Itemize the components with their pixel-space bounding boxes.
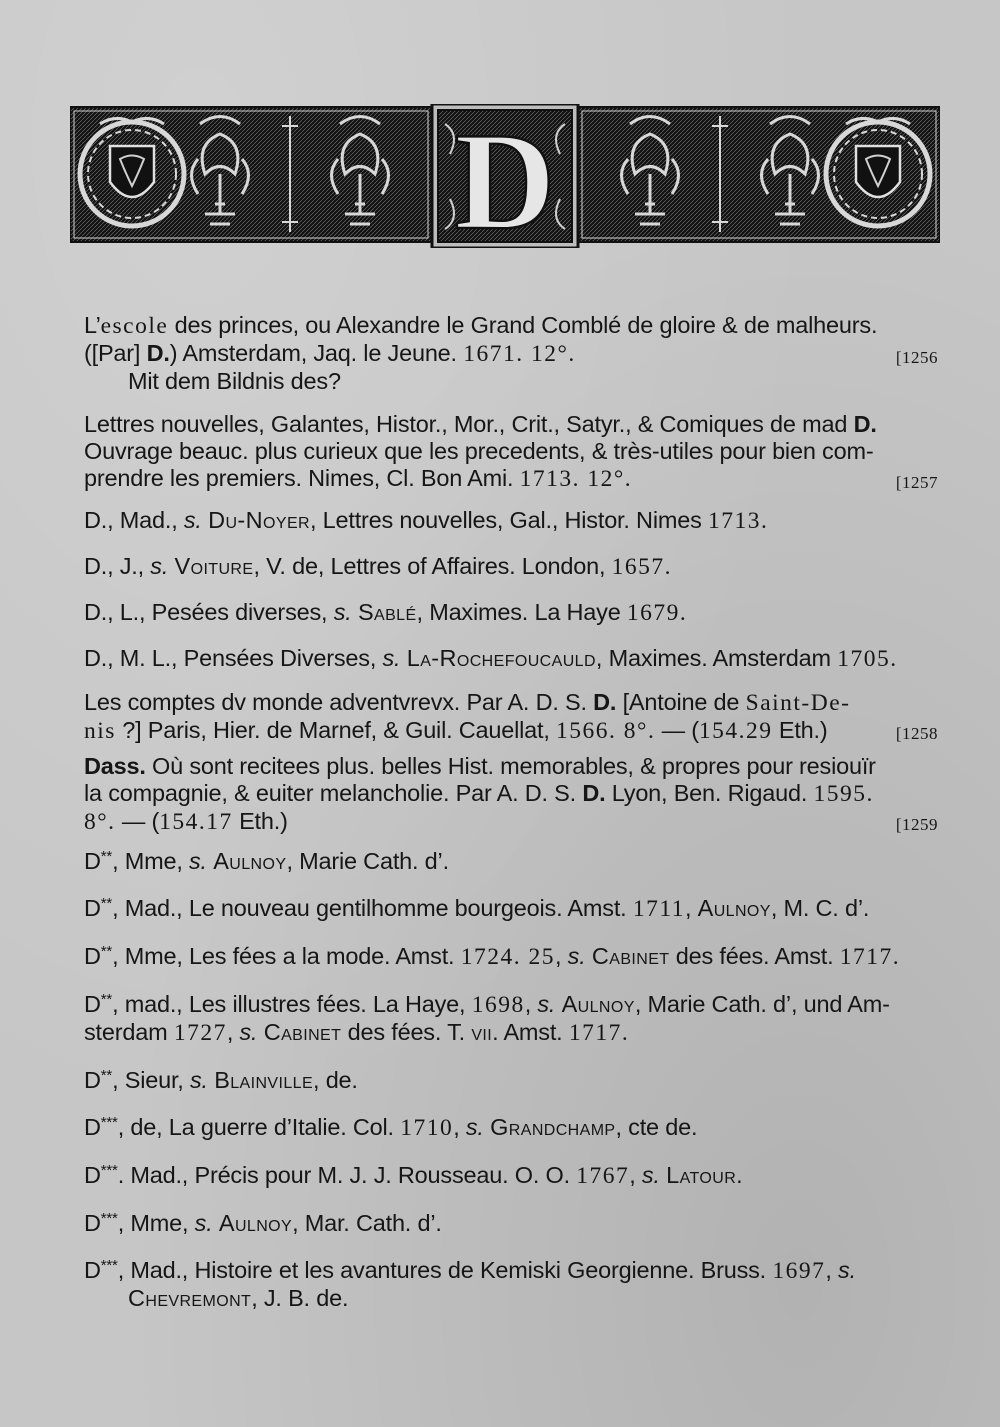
entry-line: Lettres nouvelles, Galantes, Histor., Mor., Crit., Satyr., & Comiques de mad D. <box>84 411 877 437</box>
bibliography-entry <box>84 848 946 875</box>
ornamental-header-band <box>70 104 940 248</box>
entry-number: [1256 <box>895 348 938 367</box>
entry-line: D., L., Pesées diverses, s. Sablé, Maximes. La Haye 1679. <box>84 599 688 626</box>
bibliography-entry-1259 <box>84 753 946 836</box>
entry-line: D., M. L., Pensées Diverses, s. La-Rochefoucauld, Maximes. Amsterdam 1705. <box>84 645 898 672</box>
bibliography-entry <box>84 1114 946 1142</box>
entry-line: sterdam 1727, s. Cabinet des fées. T. vii. Amst. 1717. <box>84 1019 630 1046</box>
entry-line: 8°. — (154.17 Eth.) <box>84 808 288 835</box>
entry-line: la compagnie, & euiter melancholie. Par A. D. S. D. Lyon, Ben. Rigaud. 1595. <box>84 780 874 807</box>
bibliography-entry <box>84 895 946 923</box>
bibliography-entry <box>84 991 946 1047</box>
bibliography-entry-1257 <box>84 411 946 493</box>
bibliography-entry <box>84 1067 946 1094</box>
entry-line: Les comptes dv monde adventvrevx. Par A. D. S. D. [Antoine de Saint-De- <box>84 689 851 716</box>
entry-number: [1259 <box>895 815 938 834</box>
entry-line: L’escole des princes, ou Alexandre le Grand Comblé de gloire & de malheurs. <box>84 312 878 339</box>
bibliography-entries <box>84 312 946 1312</box>
entry-line: D***, Mme, s. Aulnoy, Mar. Cath. d’. <box>84 1210 442 1236</box>
entry-line: D., Mad., s. Du-Noyer, Lettres nouvelles, Gal., Histor. Nimes 1713. <box>84 507 769 534</box>
bibliography-entry-1258 <box>84 689 946 745</box>
entry-number: [1257 <box>895 473 938 492</box>
entry-line: Ouvrage beauc. plus curieux que les precedents, & très-utiles pour bien com- <box>84 438 874 464</box>
bibliography-entry <box>84 507 946 535</box>
entry-line: Mit dem Bildnis des? <box>128 368 341 394</box>
bibliography-entry <box>84 1257 946 1312</box>
bibliography-entry <box>84 599 946 627</box>
entry-line: D***. Mad., Précis pour M. J. J. Rousseau. O. O. 1767, s. Latour. <box>84 1162 743 1189</box>
entry-line: D***, de, La guerre d’Italie. Col. 1710, s. Grandchamp, cte de. <box>84 1114 698 1141</box>
bibliography-entry <box>84 1210 946 1237</box>
entry-line: D**, Mme, Les fées a la mode. Amst. 1724. 25, s. Cabinet des fées. Amst. 1717. <box>84 943 901 970</box>
entry-line: D**, Mad., Le nouveau gentilhomme bourgeois. Amst. 1711, Aulnoy, M. C. d’. <box>84 895 870 922</box>
bibliography-entry-1256 <box>84 312 946 395</box>
entry-line: D***, Mad., Histoire et les avantures de Kemiski Georgienne. Bruss. 1697, s. <box>84 1257 856 1284</box>
bibliography-entry <box>84 1162 946 1190</box>
entry-number: [1258 <box>895 724 938 743</box>
entry-line: D**, Sieur, s. Blainville, de. <box>84 1067 358 1093</box>
entry-line: D**, mad., Les illustres fées. La Haye, 1698, s. Aulnoy, Marie Cath. d’, und Am- <box>84 991 890 1018</box>
entry-line: ([Par] D.) Amsterdam, Jaq. le Jeune. 1671. 12°. <box>84 340 576 367</box>
entry-line: Chevremont, J. B. de. <box>128 1285 349 1311</box>
bibliography-entry <box>84 645 946 673</box>
entry-line: Dass. Où sont recitees plus. belles Hist. memorables, & propres pour resiouïr <box>84 753 876 779</box>
entry-line: D**, Mme, s. Aulnoy, Marie Cath. d’. <box>84 848 449 874</box>
entry-line: nis ?] Paris, Hier. de Marnef, & Guil. Cauellat, 1566. 8°. — (154.29 Eth.) <box>84 717 828 744</box>
decorated-initial-letter: D <box>454 104 556 248</box>
bibliography-entry <box>84 943 946 971</box>
entry-line: prendre les premiers. Nimes, Cl. Bon Ami. 1713. 12°. <box>84 465 633 492</box>
bibliography-entry <box>84 553 946 581</box>
entry-line: D., J., s. Voiture, V. de, Lettres of Affaires. London, 1657. <box>84 553 673 580</box>
